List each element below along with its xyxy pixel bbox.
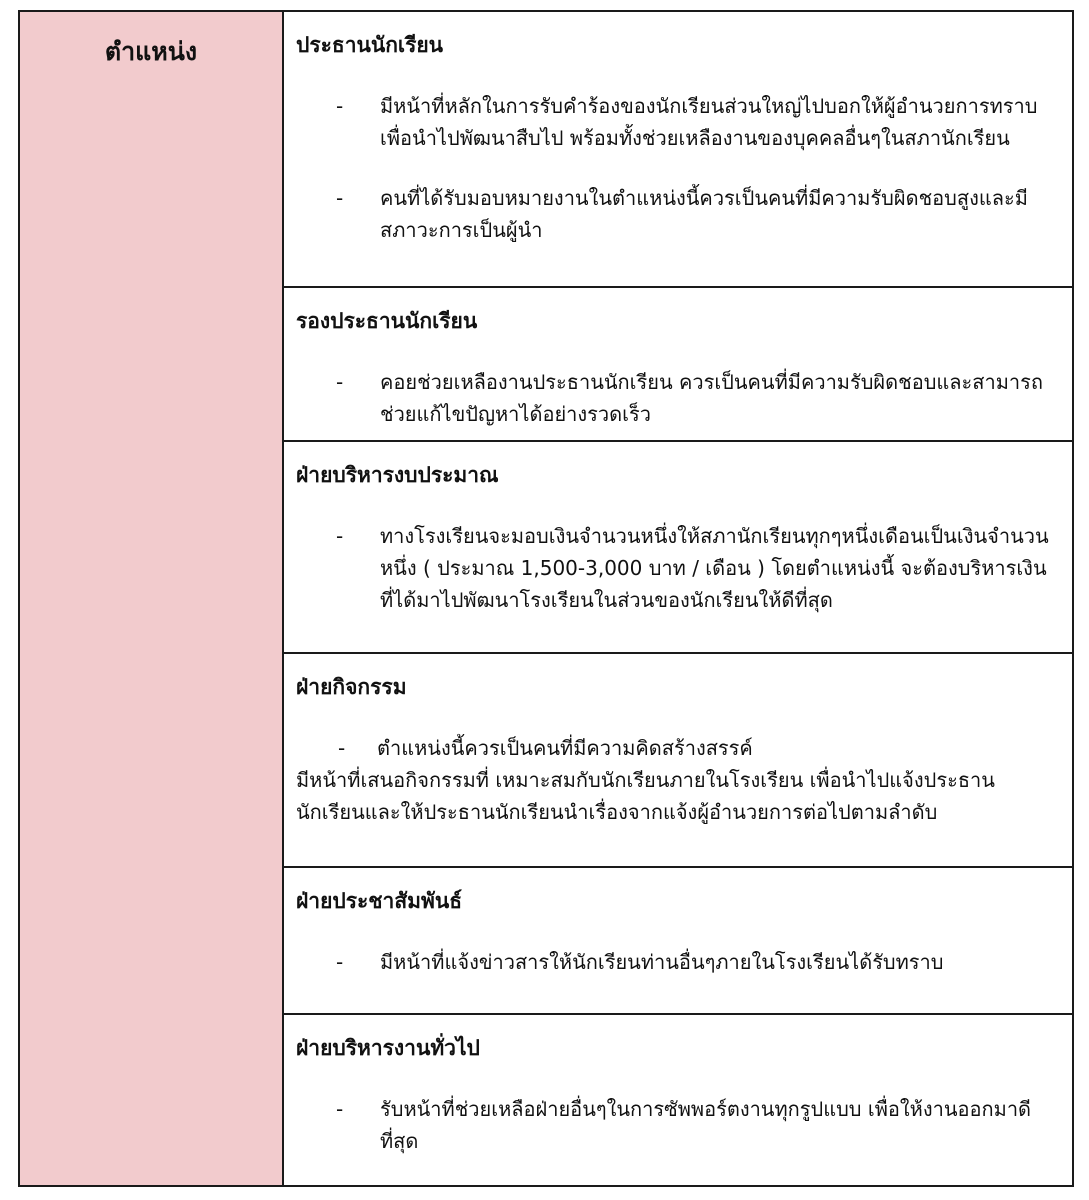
duty-paragraph	[296, 732, 1060, 828]
position-header-cell	[20, 12, 284, 1185]
position-row-vice-president	[284, 288, 1072, 442]
duty-text: คนที่ได้รับมอบหมายงานในตำแหน่งนี้ควรเป็นคนที่มีความรับผิดชอบสูงและมีสภาวะการเป็นผู้นำ	[380, 186, 1028, 242]
dash-marker: -	[336, 369, 344, 394]
dash-marker: -	[336, 94, 344, 118]
duty-bullet	[296, 520, 1060, 616]
duty-text: มีหน้าที่แจ้งข่าวสารให้นักเรียนท่านอื่นๆภายในโรงเรียนได้รับทราบ	[380, 949, 944, 974]
duty-bullet	[296, 946, 1060, 978]
duty-bullet	[296, 90, 1060, 154]
position-title: ฝ่ายกิจกรรม	[296, 674, 407, 699]
duty-text: คอยช่วยเหลืองานประธานนักเรียน ควรเป็นคนที่มีความรับผิดชอบและสามารถช่วยแก้ไขปัญหาได้อย่างรวดเร็ว	[380, 369, 1043, 426]
position-title: ฝ่ายบริหารงานทั่วไป	[296, 1036, 480, 1060]
duty-text: ทางโรงเรียนจะมอบเงินจำนวนหนึ่งให้สภานักเรียนทุกๆหนึ่งเดือนเป็นเงินจำนวนหนึ่ง ( ประมาณ 1,500-3,000 บาท / เดือน ) โดยตำแหน่งนี้ จะต้องบริหารเงินที่ได้มาไปพัฒนาโรงเรียนในส่วนของนักเรียนให้ดีที่สุด	[380, 523, 1049, 612]
position-title: ฝ่ายบริหารงบประมาณ	[296, 462, 499, 487]
duty-bullet	[296, 366, 1060, 430]
positions-column	[284, 12, 1072, 1185]
position-heading: ตำแหน่ง	[104, 37, 198, 66]
dash-marker: -	[336, 186, 344, 210]
position-row-activities	[284, 654, 1072, 868]
dash-marker: -	[338, 735, 346, 760]
dash-marker: -	[336, 949, 344, 974]
position-row-budget	[284, 442, 1072, 654]
duty-bullet	[296, 182, 1060, 246]
dash-marker: -	[336, 523, 344, 548]
duty-text: มีหน้าที่หลักในการรับคำร้องของนักเรียนส่วนใหญ่ไปบอกให้ผู้อำนวยการทราบเพื่อนำไปพัฒนาสืบไป พร้อมทั้งช่วยเหลืองานของบุคคลอื่นๆในสภานักเรียน	[380, 94, 1038, 150]
duty-text-lead: ตำแหน่งนี้ควรเป็นคนที่มีความคิดสร้างสรรค์	[377, 735, 753, 760]
position-row-public-relations	[284, 868, 1072, 1015]
position-title: ฝ่ายประชาสัมพันธ์	[296, 888, 463, 913]
duty-text-rest: มีหน้าที่เสนอกิจกรรมที่ เหมาะสมกับนักเรียนภายในโรงเรียน เพื่อนำไปแจ้งประธานนักเรียนและให้ประธานนักเรียนนำเรื่องจากแจ้งผู้อำนวยการต่อไปตามลำดับ	[296, 767, 995, 824]
position-row-president	[284, 12, 1072, 288]
position-row-general-admin	[284, 1015, 1072, 1185]
position-title: รองประธานนักเรียน	[296, 308, 478, 333]
dash-marker: -	[336, 1097, 344, 1121]
duty-text: รับหน้าที่ช่วยเหลือฝ่ายอื่นๆในการซัพพอร์ตงานทุกรูปแบบ เพื่อให้งานออกมาดีที่สุด	[380, 1097, 1032, 1153]
duty-bullet	[296, 1093, 1060, 1157]
position-title: ประธานนักเรียน	[296, 33, 444, 57]
positions-table	[18, 10, 1074, 1187]
